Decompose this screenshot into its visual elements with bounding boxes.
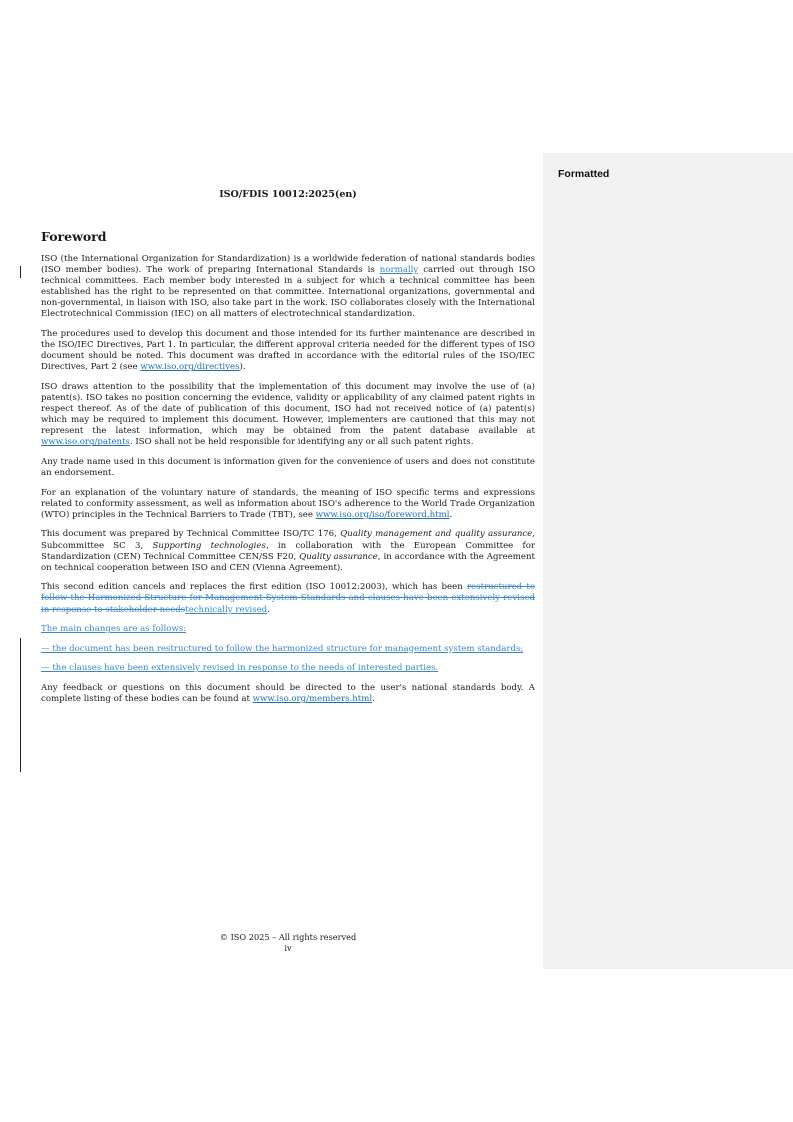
p3-text-b: . ISO shall not be held responsible for identifying any or all such patent rights. <box>129 437 474 448</box>
paragraph-procedures <box>41 329 535 373</box>
paragraph-trade-name: Any trade name used in this document is information given for the convenience of users and does not constitute an endorsement. <box>41 457 535 479</box>
paragraph-edition <box>41 582 535 615</box>
paragraph-committee <box>41 529 535 573</box>
link-members[interactable]: www.iso.org/members.html <box>252 694 373 704</box>
inserted-text-normally[interactable]: normally <box>379 265 419 276</box>
change-bar-paragraph-1 <box>20 266 21 278</box>
p3-text-a: ISO draws attention to the possibility that the implementation of this document may involve the use of (a) patent(s). ISO takes no position concerning the evidence, validity or applicability of any claimed patent rights in respect thereof. As of the date of publication of this document, ISO had not received notice of (a) patent(s) which may be required to implement this document. However, implementers are cautioned that this may not represent the latest information, which may be obtained from the patent database available at <box>41 381 535 437</box>
document-id-header: ISO/FDIS 10012:2025(en) <box>219 189 357 200</box>
paragraph-iso-overview <box>41 254 535 321</box>
inserted-change-item-2[interactable]: — the clauses have been extensively revised in response to the needs of interested parties. <box>41 663 439 674</box>
p6-text-a: This document was prepared by Technical Committee ISO/TC 176, <box>41 529 341 540</box>
link-foreword[interactable]: www.iso.org/iso/foreword.html <box>315 509 450 520</box>
inserted-changes-intro[interactable]: The main changes are as follows: <box>41 624 187 635</box>
p6-italic-3: Quality assurance <box>299 551 378 562</box>
p6-text-c: , in collaboration with the European Committee for Standardization (CEN) Technical Committee CEN/SS F20, <box>41 540 535 562</box>
p6-italic-1: Quality management and quality assurance <box>340 529 533 540</box>
comment-pane-title: Formatted <box>558 168 610 180</box>
paragraph-voluntary-nature <box>41 488 535 521</box>
deleted-text-restructured[interactable]: restructured to follow the Harmonized Structure for Management System Standards and clauses have been extensively revised in response to stakeholder needs <box>41 582 535 615</box>
p5-text-b: . <box>449 509 453 520</box>
inserted-change-item-1[interactable]: — the document has been restructured to follow the harmonized structure for management system standards; <box>41 643 524 654</box>
link-directives[interactable]: www.iso.org/directives <box>140 362 240 373</box>
change-bar-changes <box>20 638 21 772</box>
p1-text-b: carried out through ISO technical committees. Each member body interested in a subject for which a technical committee has been established has the right to be represented on that committee. International organizations, governmental and non-governmental, in liaison with ISO, also take part in the work. ISO collaborates closely with the International Electrotechnical Commission (IEC) on all matters of electrotechnical standardization. <box>41 265 535 320</box>
foreword-title: Foreword <box>41 229 107 244</box>
paragraph-feedback <box>41 683 535 705</box>
page-footer <box>41 932 535 954</box>
paragraph-patents <box>41 382 535 449</box>
page-number: iv <box>284 943 292 953</box>
comment-pane <box>543 153 793 969</box>
p6-italic-2: Supporting technologies <box>152 540 266 551</box>
p8-text-b: . <box>372 694 375 704</box>
p5-text-a: For an explanation of the voluntary nature of standards, the meaning of ISO specific terms and expressions related to conformity assessment, as well as information about ISO's adherence to the World Trade Organization (WTO) principles in the Technical Barriers to Trade (TBT), see <box>41 487 535 520</box>
p7-text-b: . <box>267 604 270 615</box>
foreword-section <box>41 229 535 714</box>
p8-text-a: Any feedback or questions on this document should be directed to the user's national standards body. A complete listing of these bodies can be found at <box>41 682 535 704</box>
p7-text-a: This second edition cancels and replaces the first edition (ISO 10012:2003), which has been <box>41 582 467 593</box>
p2-text-a: The procedures used to develop this document and those intended for its further maintenance are described in the ISO/IEC Directives, Part 1. In particular, the different approval criteria needed for the different types of ISO document should be noted. This document was drafted in accordance with the editorial rules of the ISO/IEC Directives, Part 2 (see <box>41 329 535 373</box>
p1-text-a: ISO (the International Organization for Standardization) is a worldwide federation of national standards bodies (ISO member bodies). The work of preparing International Standards is <box>41 254 535 276</box>
inserted-text-technically-revised[interactable]: technically revised <box>185 604 268 615</box>
copyright-notice: © ISO 2025 – All rights reserved <box>219 932 357 942</box>
p2-text-b: ). <box>239 362 246 373</box>
link-patents[interactable]: www.iso.org/patents <box>41 437 130 448</box>
p6-text-d: , in accordance with the Agreement on technical cooperation between ISO and CEN (Vienna Agreement). <box>41 551 536 573</box>
p6-text-b: , Subcommittee SC 3, <box>41 529 535 551</box>
